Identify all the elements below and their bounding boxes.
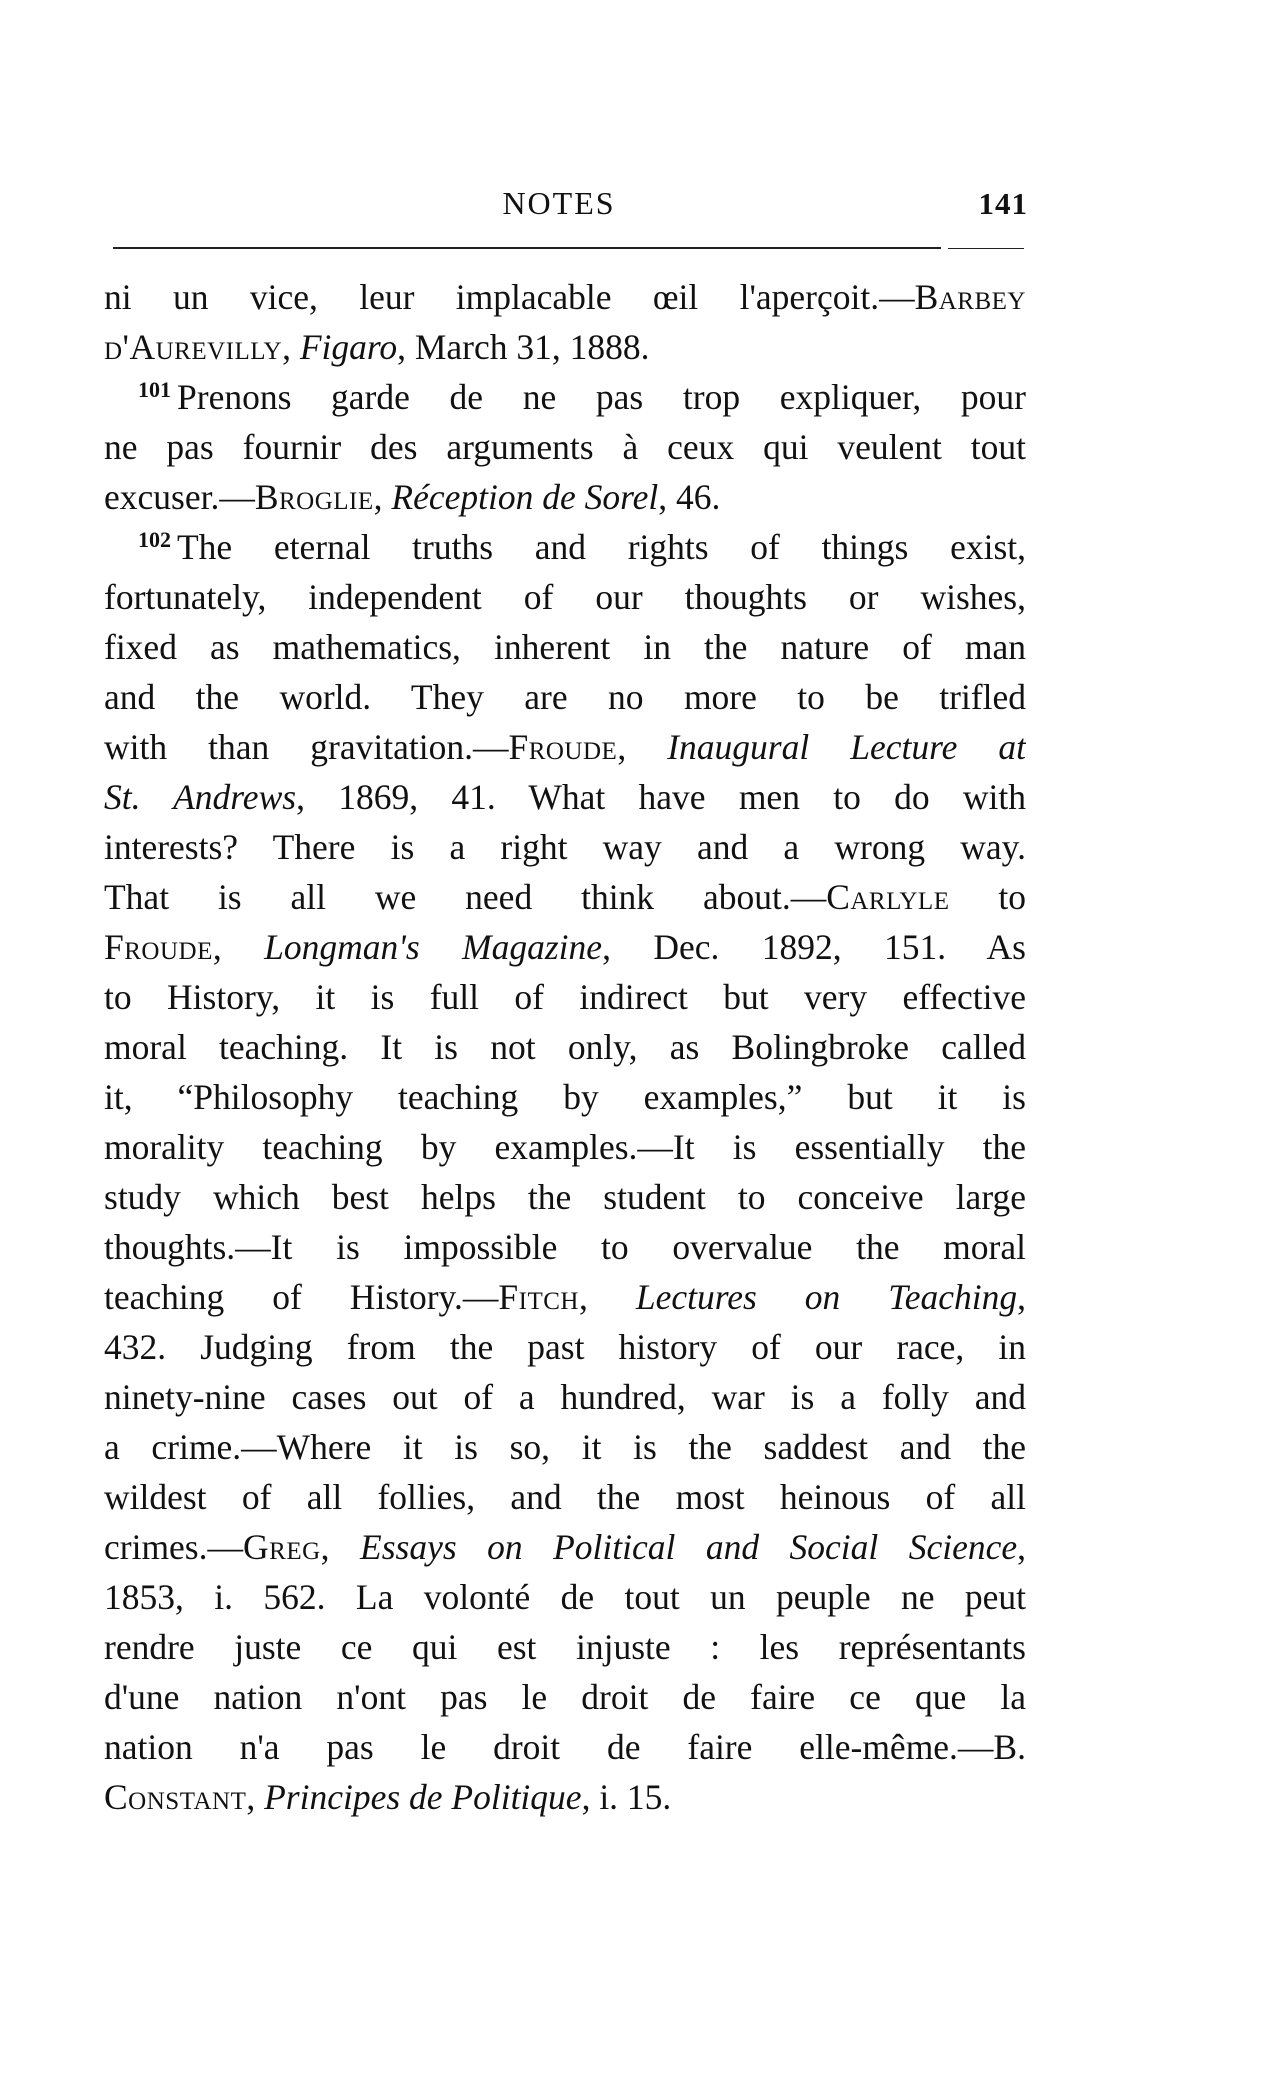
text-run: nation n'a pas le droit de faire elle-même.—B. (104, 1727, 1026, 1767)
text-line (104, 1172, 1026, 1222)
italic-title: St. Andrews (104, 777, 297, 817)
text-line (104, 1622, 1026, 1672)
text-run: d'une nation n'ont pas le droit de faire ce que la (104, 1677, 1026, 1717)
text-line (104, 1472, 1026, 1522)
text-line (104, 1322, 1026, 1372)
italic-title: Longman's Magazine (264, 927, 603, 967)
text-run: , Dec. 1892, 151. As (602, 927, 1026, 967)
text-line (104, 1572, 1026, 1622)
text-run: a crime.—Where it is so, it is the saddest and the (104, 1427, 1026, 1467)
text-line (104, 672, 1026, 722)
text-line (104, 1722, 1026, 1772)
note-number: 102 (138, 527, 171, 552)
text-run: , (578, 1277, 636, 1317)
header-rule-end (948, 248, 1024, 249)
running-head (0, 0, 1268, 260)
text-run: rendre juste ce qui est injuste : les représentants (104, 1627, 1026, 1667)
text-run: it, “Philosophy teaching by examples,” but it is (104, 1077, 1026, 1117)
text-line (104, 572, 1026, 622)
text-run: , (617, 727, 668, 767)
text-line (104, 1372, 1026, 1422)
text-run: Prenons garde de ne pas trop expliquer, pour (177, 377, 1026, 417)
text-run: That is all we need think about.— (104, 877, 827, 917)
text-line (104, 1222, 1026, 1272)
text-line (104, 522, 1026, 572)
text-line (104, 372, 1026, 422)
text-run: interests? There is a right way and a wrong way. (104, 827, 1026, 867)
text-run: , (282, 327, 300, 367)
author-name: Froude (508, 727, 618, 767)
text-line (104, 872, 1026, 922)
text-run: crimes.— (104, 1527, 244, 1567)
text-run: , (246, 1777, 265, 1817)
text-line (104, 822, 1026, 872)
text-line (104, 1772, 1026, 1822)
text-run: 432. Judging from the past history of our race, in (104, 1327, 1026, 1367)
text-run: study which best helps the student to conceive large (104, 1177, 1026, 1217)
text-run: and the world. They are no more to be trifled (104, 677, 1026, 717)
text-line (104, 472, 1026, 522)
text-run: , March 31, 1888. (397, 327, 650, 367)
italic-title: Figaro (299, 327, 398, 367)
text-line (104, 272, 1026, 322)
text-run: wildest of all follies, and the most heinous of all (104, 1477, 1026, 1517)
header-rule (113, 247, 941, 249)
text-run: , 46. (658, 477, 721, 517)
text-run: 1853, i. 562. La volonté de tout un peuple ne peut (104, 1577, 1026, 1617)
text-line (104, 322, 1026, 372)
text-run: moral teaching. It is not only, as Bolingbroke called (104, 1027, 1026, 1067)
author-name: d'Aurevilly (104, 327, 283, 367)
text-line (104, 972, 1026, 1022)
text-run: to History, it is full of indirect but very effective (104, 977, 1026, 1017)
text-line (104, 1272, 1026, 1322)
author-name: Broglie (254, 477, 374, 517)
text-line (104, 1022, 1026, 1072)
text-line (104, 622, 1026, 672)
author-name: Barbey (914, 277, 1026, 317)
text-run: teaching of History.— (104, 1277, 499, 1317)
text-line (104, 422, 1026, 472)
text-run: ninety-nine cases out of a hundred, war is a folly and (104, 1377, 1026, 1417)
text-run: morality teaching by examples.—It is essentially the (104, 1127, 1026, 1167)
text-line (104, 1072, 1026, 1122)
author-name: Constant (104, 1777, 247, 1817)
author-name: Greg (243, 1527, 321, 1567)
text-run: , (320, 1527, 361, 1567)
notes-text-block (104, 272, 1026, 1822)
page-number: 141 (978, 186, 1028, 221)
text-run: , (1017, 1277, 1026, 1317)
text-run: thoughts.—It is impossible to overvalue the moral (104, 1227, 1026, 1267)
text-run: The eternal truths and rights of things exist, (177, 527, 1026, 567)
text-run: excuser.— (104, 477, 255, 517)
text-run: with than gravitation.— (104, 727, 509, 767)
note-number: 101 (138, 377, 171, 402)
italic-title: Principes de Politique (264, 1777, 582, 1817)
text-run: , i. 15. (581, 1777, 672, 1817)
text-line (104, 1672, 1026, 1722)
italic-title: Inaugural Lecture at (667, 727, 1026, 767)
author-name: Carlyle (826, 877, 950, 917)
text-run: , (373, 477, 392, 517)
text-run: , (1017, 1527, 1026, 1567)
text-run: , (212, 927, 265, 967)
text-line (104, 922, 1026, 972)
author-name: Fitch (498, 1277, 579, 1317)
running-head-title: NOTES (502, 185, 616, 221)
text-run: fixed as mathematics, inherent in the nature of man (104, 627, 1026, 667)
text-line (104, 1122, 1026, 1172)
text-run: , 1869, 41. What have men to do with (296, 777, 1026, 817)
text-line (104, 1422, 1026, 1472)
text-run: ni un vice, leur implacable œil l'aperçoit.— (104, 277, 915, 317)
text-run: fortunately, independent of our thoughts or wishes, (104, 577, 1026, 617)
text-line (104, 722, 1026, 772)
italic-title: Essays on Political and Social Science (360, 1527, 1018, 1567)
text-run: to (949, 877, 1026, 917)
italic-title: Réception de Sorel (391, 477, 659, 517)
text-run: ne pas fournir des arguments à ceux qui veulent tout (104, 427, 1026, 467)
author-name: Froude (104, 927, 213, 967)
italic-title: Lectures on Teaching (635, 1277, 1018, 1317)
text-line (104, 772, 1026, 822)
text-line (104, 1522, 1026, 1572)
